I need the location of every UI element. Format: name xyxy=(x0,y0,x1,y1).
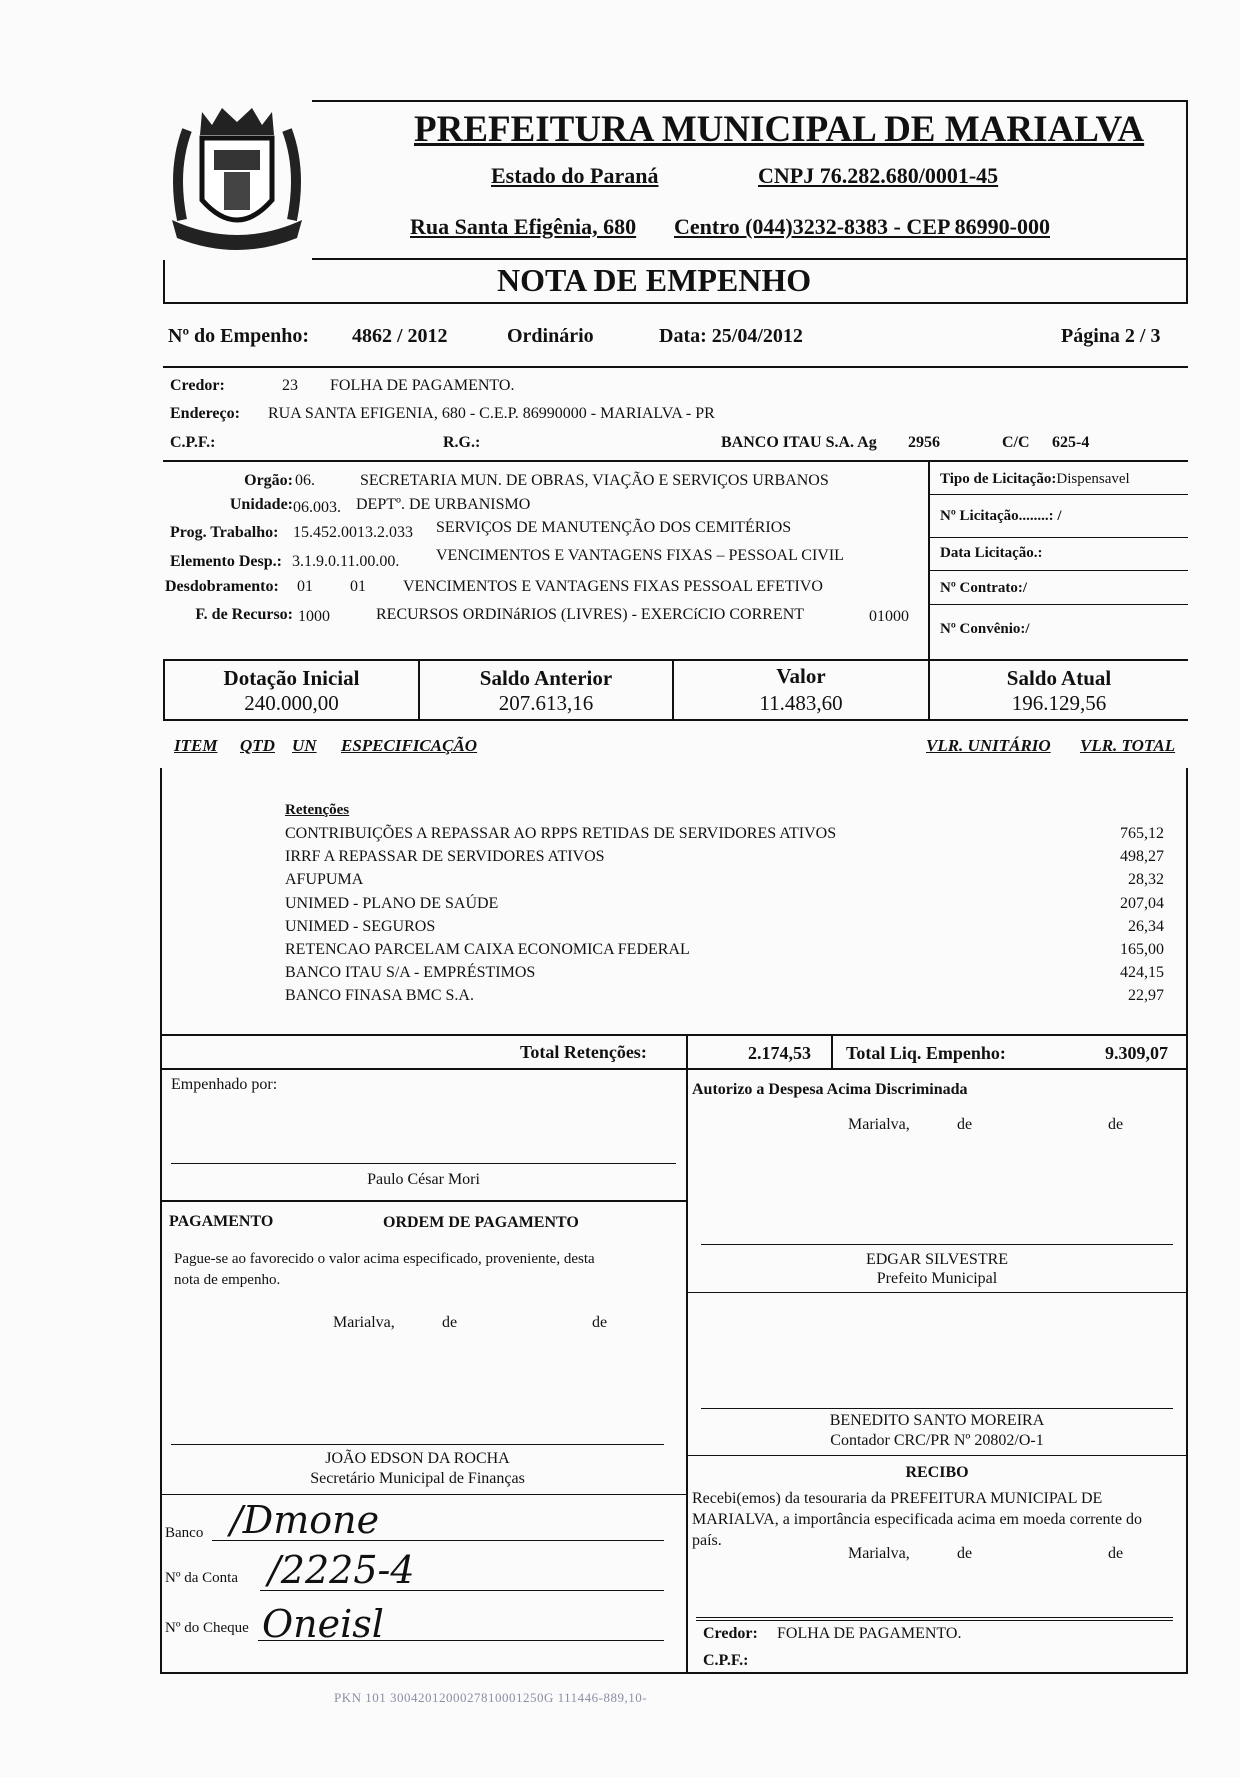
col-unitario: VLR. UNITÁRIO xyxy=(926,736,1051,755)
licitacao-rule-1 xyxy=(928,494,1188,495)
prog-label: Prog. Trabalho: xyxy=(170,524,279,541)
prog-code: 15.452.0013.2.033 xyxy=(293,524,413,541)
credor-label: Credor: xyxy=(170,377,225,394)
dotacao-label: Dotação Inicial xyxy=(223,666,360,690)
credor-cc: 625-4 xyxy=(1052,434,1090,451)
retencao-valor: 26,34 xyxy=(1128,917,1164,935)
header-title: PREFEITURA MUNICIPAL DE MARIALVA xyxy=(414,109,1145,150)
recibo-local: Marialva, xyxy=(848,1545,910,1562)
saldo-atual-label: Saldo Atual xyxy=(1006,666,1112,690)
contador-name: BENEDITO SANTO MOREIRA xyxy=(829,1412,1045,1429)
recibo-credor-label: Credor: xyxy=(703,1625,758,1642)
licitacao-convenio: Nº Convênio:/ xyxy=(940,621,1030,637)
retencao-desc: UNIMED - SEGUROS xyxy=(285,917,436,935)
rule-8 xyxy=(686,1292,1188,1293)
pagamento-local: Marialva, xyxy=(333,1314,395,1331)
recurso-name: RECURSOS ORDINáRIOS (LIVRES) - EXERCíCIO CORRENT xyxy=(376,606,805,623)
retencao-desc: BANCO FINASA BMC S.A. xyxy=(285,987,474,1005)
banco-label: Banco xyxy=(165,1525,204,1541)
licitacao-tipo xyxy=(940,471,1130,488)
credor-name: FOLHA DE PAGAMENTO. xyxy=(330,377,515,394)
rule-9 xyxy=(686,1455,1188,1456)
recurso-code: 1000 xyxy=(298,608,330,625)
saldo-anterior-label: Saldo Anterior xyxy=(479,666,613,690)
col-espec: ESPECIFICAÇÃO xyxy=(341,736,478,755)
recurso-code2: 01000 xyxy=(869,608,909,625)
header-address: Rua Santa Efigênia, 680 xyxy=(410,214,637,239)
endereco-label: Endereço: xyxy=(170,405,240,422)
retencao-valor: 424,15 xyxy=(1120,964,1164,982)
endereco-value: RUA SANTA EFIGENIA, 680 - C.E.P. 86990000 - MARIALVA - PR xyxy=(268,405,715,422)
autorizo-local: Marialva, xyxy=(848,1116,910,1133)
orgao-code: 06. xyxy=(295,472,315,489)
credor-cc-label: C/C xyxy=(1002,434,1030,451)
sig-mid-divider xyxy=(686,1068,688,1673)
retencao-valor: 498,27 xyxy=(1120,848,1164,866)
rule-2 xyxy=(163,460,1188,462)
empenhado-label: Empenhado por: xyxy=(171,1076,278,1093)
retencao-valor: 765,12 xyxy=(1120,825,1164,842)
pague-se-text-2: nota de empenho. xyxy=(174,1272,281,1288)
rule-1 xyxy=(163,366,1188,368)
rule-5 xyxy=(160,1034,1188,1036)
empenho-page: Página 2 / 3 xyxy=(1061,325,1161,347)
licitacao-rule-4 xyxy=(928,604,1188,605)
desdobramento-name: VENCIMENTOS E VANTAGENS FIXAS PESSOAL EFETIVO xyxy=(403,578,823,595)
empenho-date: Data: 25/04/2012 xyxy=(659,325,803,347)
elemento-label: Elemento Desp.: xyxy=(170,553,282,570)
secretario-name: JOÃO EDSON DA ROCHA xyxy=(325,1450,510,1467)
rule-bottom xyxy=(160,1672,1188,1674)
retencoes-title: Retenções xyxy=(285,802,350,818)
contador-cargo: Contador CRC/PR Nº 20802/O-1 xyxy=(830,1432,1044,1449)
total-div-1 xyxy=(686,1034,688,1069)
rule-6 xyxy=(160,1068,1188,1070)
doc-title: NOTA DE EMPENHO xyxy=(497,262,812,298)
licitacao-contrato: Nº Contrato:/ xyxy=(940,580,1028,596)
unidade-code: 06.003. xyxy=(293,499,341,516)
pagamento-de-1: de xyxy=(442,1314,458,1331)
unidade-label: Unidade: xyxy=(229,496,293,513)
total-div-2 xyxy=(831,1034,833,1069)
header-state: Estado do Paraná xyxy=(491,163,659,188)
footer-code: PKN 101 3004201200027810001250G 111446-889,10- xyxy=(334,1690,648,1705)
valor-label: Valor xyxy=(776,664,826,688)
items-box-left xyxy=(160,768,162,1673)
rule-10 xyxy=(160,1494,686,1495)
empenhado-name: Paulo César Mori xyxy=(367,1171,480,1188)
retencao-desc: AFUPUMA xyxy=(285,871,364,889)
licitacao-divider xyxy=(928,460,930,660)
licitacao-data: Data Licitação.: xyxy=(940,545,1043,561)
prog-name: SERVIÇOS DE MANUTENÇÃO DOS CEMITÉRIOS xyxy=(436,519,792,536)
header-box-top xyxy=(163,100,1188,102)
retencao-valor: 22,97 xyxy=(1128,987,1164,1005)
retencao-desc: CONTRIBUIÇÕES A REPASSAR AO RPPS RETIDAS DE SERVIDORES ATIVOS xyxy=(285,825,837,842)
recibo-title: RECIBO xyxy=(905,1464,969,1481)
retencao-valor: 165,00 xyxy=(1120,941,1164,958)
unidade-name: DEPTº. DE URBANISMO xyxy=(356,496,531,513)
conta-label: Nº da Conta xyxy=(165,1570,238,1586)
desdobramento-label: Desdobramento: xyxy=(165,578,279,595)
header-contact: Centro (044)3232-8383 - CEP 86990-000 xyxy=(674,214,1050,239)
empenho-type: Ordinário xyxy=(507,325,594,347)
total-liquido-value: 9.309,07 xyxy=(1105,1043,1168,1063)
col-item: ITEM xyxy=(174,736,218,755)
retencao-valor: 28,32 xyxy=(1128,871,1164,889)
cpf-label: C.P.F.: xyxy=(170,434,216,451)
header-box-right xyxy=(1186,100,1188,304)
col-qtd: QTD xyxy=(240,736,275,755)
items-box-right xyxy=(1186,768,1188,1673)
rule-7 xyxy=(160,1200,686,1202)
recibo-text-1: Recebi(emos) da tesouraria da PREFEITURA MUNICIPAL DE xyxy=(692,1490,1103,1507)
credor-bank: BANCO ITAU S.A. Ag xyxy=(721,434,877,451)
rg-label: R.G.: xyxy=(443,434,481,451)
saldo-anterior-value: 207.613,16 xyxy=(498,691,594,715)
total-retencoes-label: Total Retenções: xyxy=(520,1042,647,1062)
dotacao-value: 240.000,00 xyxy=(244,691,339,715)
header-box-bottom xyxy=(163,302,1188,304)
recibo-credor-name: FOLHA DE PAGAMENTO. xyxy=(777,1625,962,1642)
recibo-de-2: de xyxy=(1108,1545,1124,1562)
cheque-handwriting: Oneisl xyxy=(262,1602,384,1646)
valor-value: 11.483,60 xyxy=(759,691,843,715)
secretario-cargo: Secretário Municipal de Finanças xyxy=(310,1470,525,1487)
desdobramento-code1: 01 xyxy=(297,578,313,595)
header-box-mid xyxy=(163,258,1188,260)
recibo-cpf-label: C.P.F.: xyxy=(703,1652,749,1669)
prefeito-cargo: Prefeito Municipal xyxy=(876,1270,998,1287)
empenho-label: Nº do Empenho: xyxy=(168,325,310,347)
pagamento-de-2: de xyxy=(592,1314,608,1331)
recibo-text-3: país. xyxy=(692,1532,722,1549)
licitacao-tipo-label: Tipo de Licitação: xyxy=(940,471,1057,487)
rule-4 xyxy=(163,719,1188,721)
total-retencoes-value: 2.174,53 xyxy=(748,1043,811,1063)
col-total: VLR. TOTAL xyxy=(1080,736,1176,755)
recibo-text-2: MARIALVA, a importância especificada acima em moeda corrente do xyxy=(692,1511,1143,1528)
pague-se-text-1: Pague-se ao favorecido o valor acima especificado, proveniente, desta xyxy=(174,1251,595,1267)
licitacao-rule-3 xyxy=(928,570,1188,571)
recibo-sign-line-2 xyxy=(696,1620,1173,1621)
recibo-de-1: de xyxy=(957,1545,973,1562)
recurso-label: F. de Recurso: xyxy=(195,606,293,623)
desdobramento-code2: 01 xyxy=(350,578,366,595)
cheque-label: Nº do Cheque xyxy=(165,1620,249,1636)
rule-3 xyxy=(163,659,1188,661)
recibo-sign-line xyxy=(696,1617,1173,1618)
retencao-desc: RETENCAO PARCELAM CAIXA ECONOMICA FEDERAL xyxy=(285,941,690,958)
credor-agencia: 2956 xyxy=(908,434,940,451)
elemento-code: 3.1.9.0.11.00.00. xyxy=(292,553,400,570)
retencao-desc: IRRF A REPASSAR DE SERVIDORES ATIVOS xyxy=(285,848,605,866)
licitacao-tipo-value: Dispensavel xyxy=(1056,471,1130,487)
conta-handwriting: /2225-4 xyxy=(268,1548,415,1592)
retencao-valor: 207,04 xyxy=(1120,894,1164,912)
secretario-sign-line xyxy=(171,1444,664,1445)
orgao-name: SECRETARIA MUN. DE OBRAS, VIAÇÃO E SERVIÇOS URBANOS xyxy=(360,472,829,489)
elemento-name: VENCIMENTOS E VANTAGENS FIXAS – PESSOAL CIVIL xyxy=(436,547,844,564)
credor-code: 23 xyxy=(282,377,298,394)
orgao-label: Orgão: xyxy=(244,472,293,489)
autorizo-de-1: de xyxy=(957,1116,973,1133)
retencao-desc: UNIMED - PLANO DE SAÚDE xyxy=(285,894,499,912)
prefeito-name: EDGAR SILVESTRE xyxy=(865,1251,1009,1268)
pagamento-label: PAGAMENTO xyxy=(169,1213,274,1230)
col-un: UN xyxy=(292,736,317,755)
saldo-atual-value: 196.129,56 xyxy=(1011,691,1107,715)
licitacao-numero: Nº Licitação........: / xyxy=(940,508,1062,524)
empenho-number: 4862 / 2012 xyxy=(352,325,448,347)
autorizo-de-2: de xyxy=(1108,1116,1124,1133)
retencao-desc: BANCO ITAU S/A - EMPRÉSTIMOS xyxy=(285,964,536,982)
prefeito-sign-line xyxy=(701,1244,1173,1245)
licitacao-rule-2 xyxy=(928,537,1188,538)
autorizo-text: Autorizo a Despesa Acima Discriminada xyxy=(692,1081,968,1098)
contador-sign-line xyxy=(701,1408,1173,1409)
empenhado-sign-line xyxy=(171,1163,676,1164)
header-cnpj: CNPJ 76.282.680/0001-45 xyxy=(758,163,999,188)
total-liquido-label: Total Liq. Empenho: xyxy=(846,1043,1006,1063)
municipal-crest-icon xyxy=(162,100,312,260)
ordem-pagamento-label: ORDEM DE PAGAMENTO xyxy=(383,1214,579,1231)
banco-handwriting: /Dmone xyxy=(230,1498,380,1542)
